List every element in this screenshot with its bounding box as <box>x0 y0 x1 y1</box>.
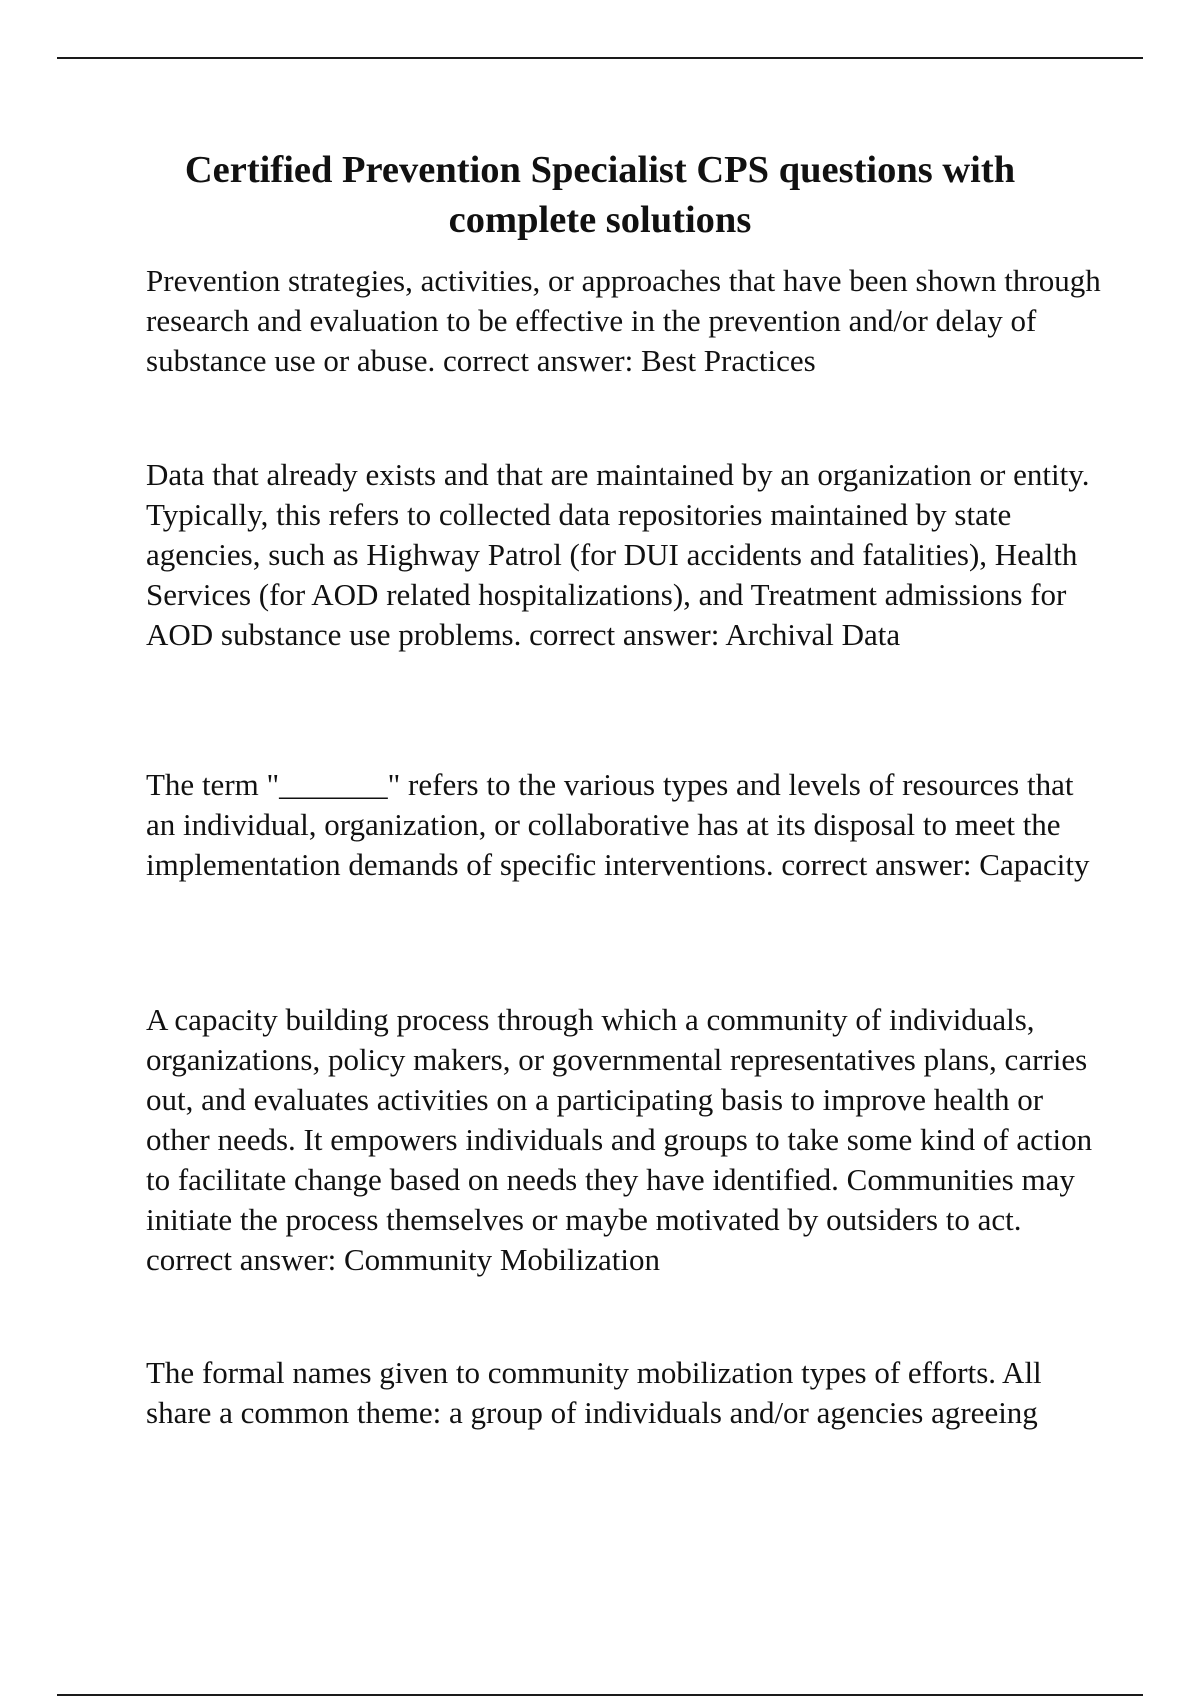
question-entry: A capacity building process through which a community of individuals, organizations, policy makers, or governmental representatives plans, carries out, and evaluates activities on a participating basis to improve health or other needs. It empowers individuals and groups to take some kind of action to facilitate change based on needs they have identified. Communities may initiate the process themselves or maybe motivated by outsiders to act. correct answer: Community Mobilization <box>146 1002 1093 1277</box>
question-entry: The formal names given to community mobilization types of efforts. All share a common theme: a group of individuals and/or agencies agreeing <box>146 1355 1042 1430</box>
question-entry: Prevention strategies, activities, or approaches that have been shown through research and evaluation to be effective in the prevention and/or delay of substance use or abuse. correct answer: Best Practices <box>146 263 1101 378</box>
bottom-rule <box>57 1694 1143 1696</box>
question-entry: The term "_______" refers to the various types and levels of resources that an individual, organization, or collaborative has at its disposal to meet the implementation demands of specific interventions. correct answer: Capacity <box>146 767 1090 882</box>
question-entry: Data that already exists and that are maintained by an organization or entity. Typically, this refers to collected data repositories maintained by state agencies, such as Highway Patrol (for DUI accidents and fatalities), Health Services (for AOD related hospitalizations), and Treatment admissions for AOD substance use problems. correct answer: Archival Data <box>146 457 1090 652</box>
top-rule <box>57 57 1143 59</box>
document-title: Certified Prevention Specialist CPS questions with complete solutions <box>184 149 1016 241</box>
